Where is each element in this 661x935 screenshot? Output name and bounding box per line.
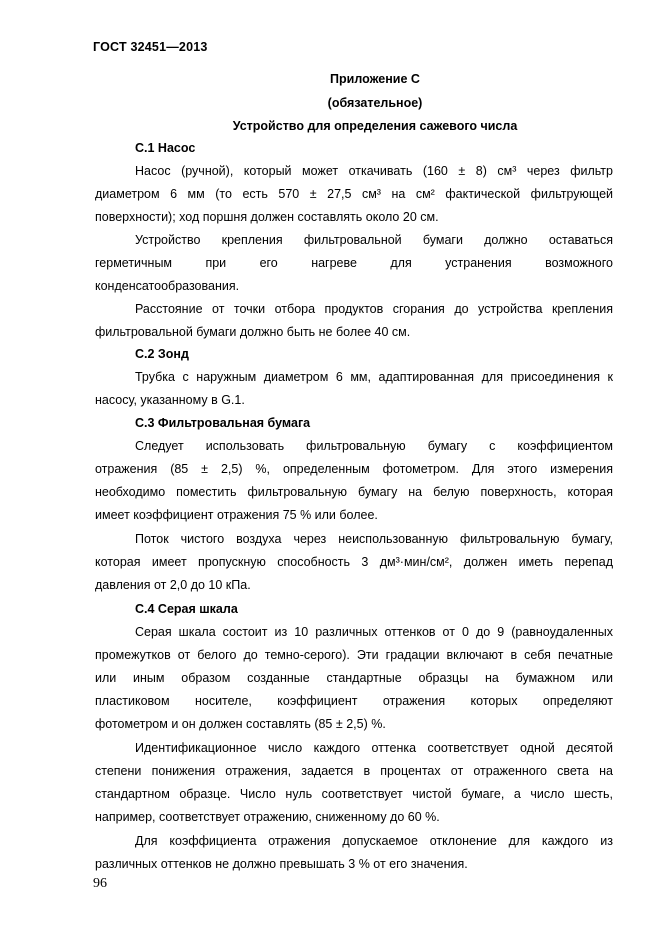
text-line: необходимо поместить фильтровальную бумагу на белую поверхность, которая: [95, 485, 613, 499]
text-line: которая имеет пропускную способность 3 дм³·мин/см², должен иметь перепад: [95, 555, 613, 569]
paragraph: [95, 366, 613, 412]
paragraph: [95, 298, 613, 344]
text-line: стандартном образце. Число нуль соответствует чистой бумаге, а число шесть,: [95, 787, 613, 801]
text-line: насосу, указанному в G.1.: [95, 393, 245, 407]
text-line: герметичным при его нагреве для устранения возможного: [95, 256, 613, 270]
text-line: давления от 2,0 до 10 кПа.: [95, 578, 251, 592]
text-line: Трубка с наружным диаметром 6 мм, адаптированная для присоединения к: [135, 370, 613, 384]
text-line: Идентификационное число каждого оттенка соответствует одной десятой: [135, 741, 613, 755]
text-line: Для коэффициента отражения допускаемое отклонение для каждого из: [135, 834, 613, 848]
text-line: или иным образом созданные стандартные образцы на бумажном или: [95, 671, 613, 685]
text-line: пластиковом носителе, коэффициент отражения которых определяют: [95, 694, 613, 708]
text-line: фильтровальной бумаги должно быть не более 40 см.: [95, 325, 411, 339]
paragraph: [95, 830, 613, 876]
paragraph: [95, 737, 613, 829]
paragraph: [95, 435, 613, 527]
appendix-status: (обязательное): [327, 96, 423, 110]
text-line: имеет коэффициент отражения 75 % или более.: [95, 508, 378, 522]
text-line: различных оттенков не должно превышать 3 % от его значения.: [95, 857, 468, 871]
section-heading: С.1 Насос: [135, 141, 196, 155]
text-line: фотометром и он должен составлять (85 ± 2,5) %.: [95, 717, 386, 731]
text-line: Устройство крепления фильтровальной бумаги должно оставаться: [135, 233, 613, 247]
paragraph: [95, 621, 613, 736]
text-line: Серая шкала состоит из 10 различных оттенков от 0 до 9 (равноудаленных: [135, 625, 613, 639]
text-line: Следует использовать фильтровальную бумагу с коэффициентом: [135, 439, 613, 453]
standard-header: ГОСТ 32451—2013: [93, 40, 208, 54]
text-line: Расстояние от точки отбора продуктов сгорания до устройства крепления: [135, 302, 613, 316]
text-line: промежутков от белого до темно-серого). Эти градации включают в себя печатные: [95, 648, 613, 662]
section-heading: С.4 Серая шкала: [135, 602, 238, 616]
section-heading: С.3 Фильтровальная бумага: [135, 416, 311, 430]
section-heading: С.2 Зонд: [135, 347, 189, 361]
text-line: поверхности); ход поршня должен составлять около 20 см.: [95, 210, 439, 224]
text-line: степени понижения отражения, задается в процентах от отраженного света на: [95, 764, 613, 778]
paragraph: [95, 160, 613, 229]
text-line: Поток чистого воздуха через неиспользованную фильтровальную бумагу,: [135, 532, 613, 546]
page-number: 96: [93, 876, 107, 891]
text-line: отражения (85 ± 2,5) %, определенным фотометром. Для этого измерения: [95, 462, 613, 476]
paragraph: [95, 229, 613, 298]
text-line: диаметром 6 мм (то есть 570 ± 27,5 см³ на см² фактической фильтрующей: [95, 187, 613, 201]
appendix-subtitle: Устройство для определения сажевого числа: [232, 119, 518, 133]
text-line: Насос (ручной), который может откачивать (160 ± 8) см³ через фильтр: [135, 164, 613, 178]
text-line: например, соответствует отражению, сниженному до 60 %.: [95, 810, 440, 824]
paragraph: [95, 528, 613, 597]
text-line: конденсатообразования.: [95, 279, 240, 293]
appendix-title: Приложение С: [330, 72, 420, 86]
